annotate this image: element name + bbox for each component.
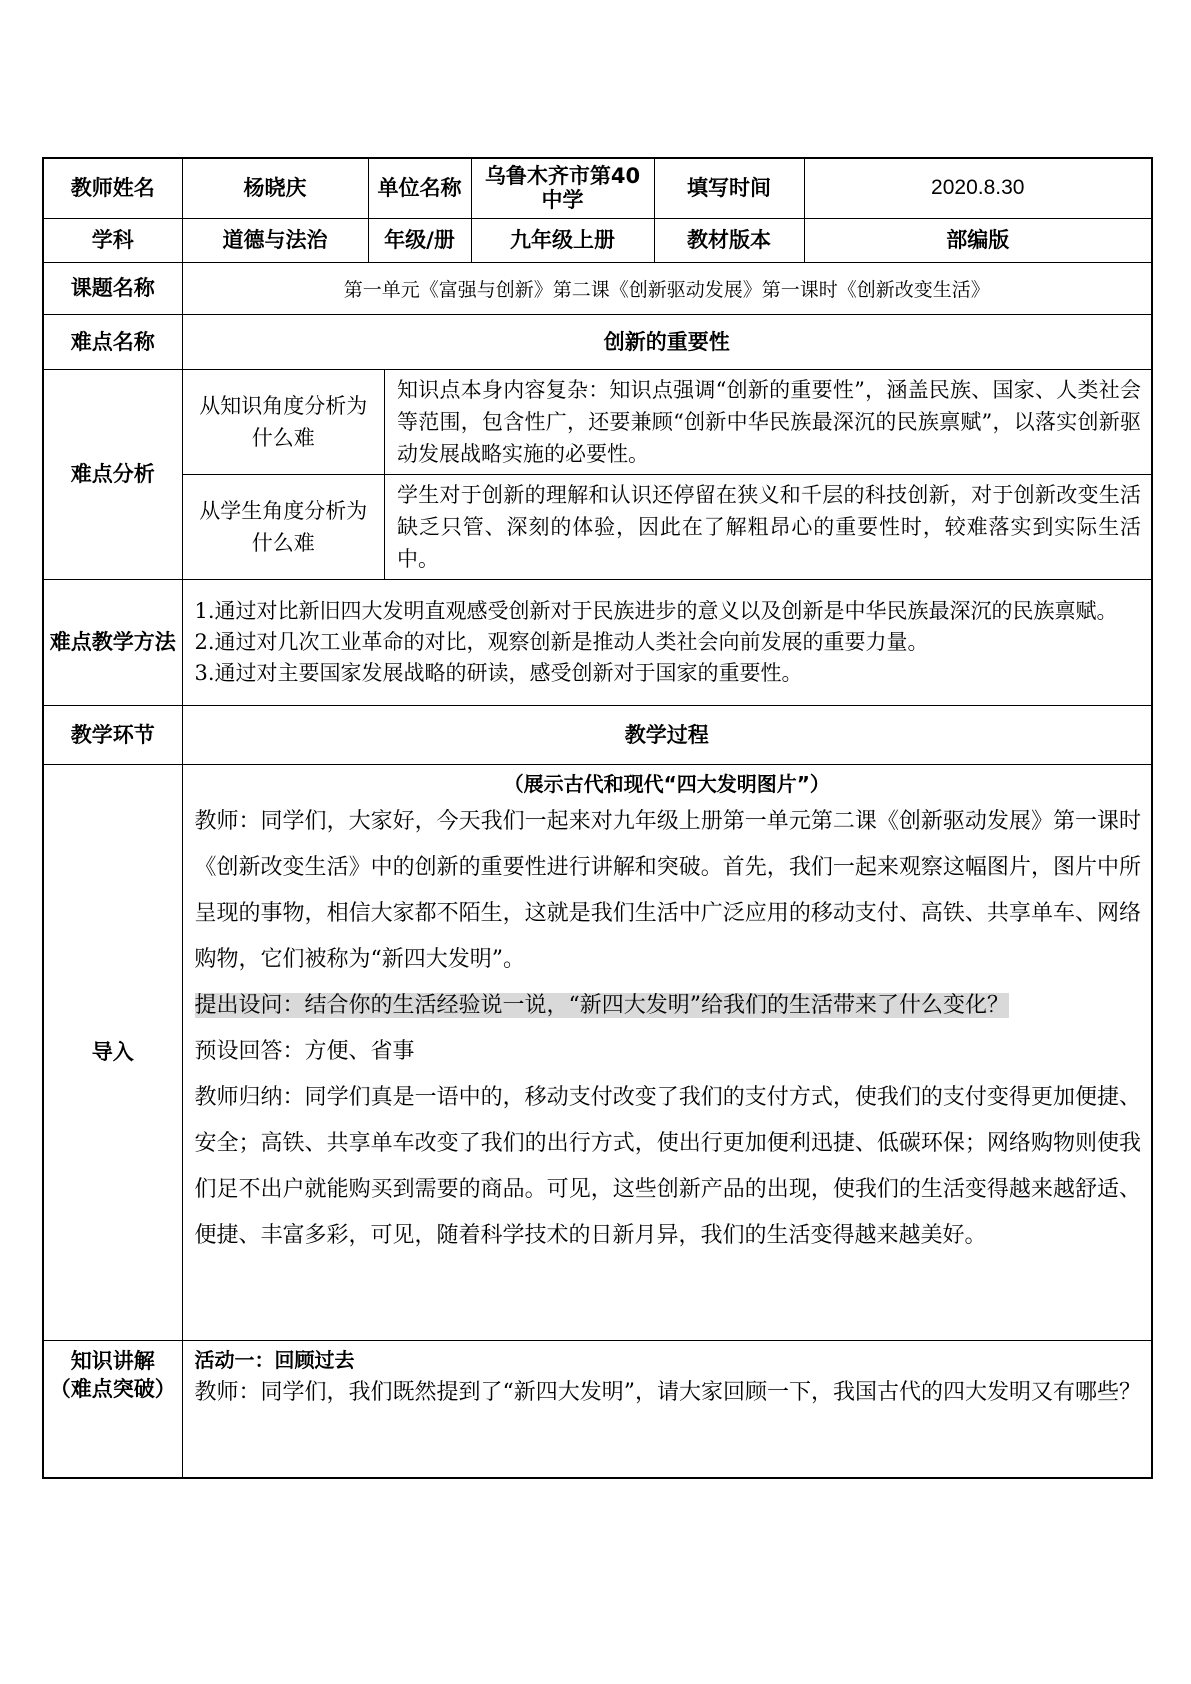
analysis-label: 难点分析	[43, 369, 182, 579]
lesson-plan-table	[42, 157, 1153, 1479]
topic-label: 课题名称	[43, 262, 182, 314]
analysis-row	[43, 369, 1152, 579]
edition-value: 部编版	[804, 218, 1152, 262]
methods-label: 难点教学方法	[43, 579, 182, 705]
edition-label: 教材版本	[654, 218, 804, 262]
methods-content	[182, 579, 1152, 705]
knowledge-angle-label: 从知识角度分析为什么难	[199, 393, 368, 450]
analysis-knowledge-row	[183, 370, 1152, 475]
process-stage-label: 教学环节	[43, 705, 182, 764]
intro-label: 导入	[43, 764, 182, 1340]
knowledge-row	[43, 1340, 1152, 1478]
topic-row	[43, 262, 1152, 314]
knowledge-label-line2: （难点突破）	[49, 1376, 176, 1401]
analysis-content	[182, 369, 1152, 579]
unit-name-label: 单位名称	[368, 158, 471, 218]
knowledge-teacher-paragraph: 教师：同学们，我们既然提到了“新四大发明”，请大家回顾一下，我国古代的四大发明又有哪些？	[194, 1379, 1141, 1405]
process-title: 教学过程	[182, 705, 1152, 764]
intro-row	[43, 764, 1152, 1340]
process-header-row	[43, 705, 1152, 764]
difficulty-row	[43, 314, 1152, 369]
intro-content	[182, 764, 1152, 1340]
teacher-name-value: 杨晓庆	[182, 158, 368, 218]
intro-summary: 教师归纳：同学们真是一语中的，移动支付改变了我们的支付方式，使我们的支付变得更加便捷、安全；高铁、共享单车改变了我们的出行方式，使出行更加便利迅捷、低碳环保；网络购物则使我们足不出户就能购买到需要的商品。可见，这些创新产品的出现，使我们的生活变得越来越舒适、便捷、丰富多彩，可见，随着科学技术的日新月异，我们的生活变得越来越美好。	[194, 1084, 1141, 1248]
subject-value: 道德与法治	[182, 218, 368, 262]
teacher-info-row	[43, 158, 1152, 218]
intro-question: 提出设问：结合你的生活经验说一说，“新四大发明”给我们的生活带来了什么变化？	[194, 992, 1009, 1018]
subject-row	[43, 218, 1152, 262]
activity-one-title: 活动一：回顾过去	[194, 1347, 355, 1372]
intro-title: （展示古代和现代“四大发明图片”）	[503, 771, 830, 796]
knowledge-angle-text: 知识点本身内容复杂：知识点强调“创新的重要性”，涵盖民族、国家、人类社会等范围，包含性广，还要兼顾“创新中华民族最深沉的民族禀赋”，以落实创新驱动发展战略实施的必要性。	[385, 370, 1152, 475]
difficulty-label: 难点名称	[43, 314, 182, 369]
difficulty-value: 创新的重要性	[182, 314, 1152, 369]
unit-name-value: 乌鲁木齐市第40中学	[471, 158, 654, 218]
student-angle-text: 学生对于创新的理解和认识还停留在狭义和千层的科技创新，对于创新改变生活缺乏只管、深刻的体验，因此在了解粗昂心的重要性时，较难落实到实际生活中。	[385, 474, 1152, 579]
fill-date-value: 2020.8.30	[804, 158, 1152, 218]
grade-label: 年级/册	[368, 218, 471, 262]
grade-value: 九年级上册	[471, 218, 654, 262]
method-item-3: 3.通过对主要国家发展战略的研读，感受创新对于国家的重要性。	[194, 660, 803, 685]
analysis-student-row	[183, 474, 1152, 579]
fill-date-label: 填写时间	[654, 158, 804, 218]
knowledge-content	[182, 1340, 1152, 1478]
method-item-2: 2.通过对几次工业革命的对比，观察创新是推动人类社会向前发展的重要力量。	[194, 629, 929, 654]
method-item-1: 1.通过对比新旧四大发明直观感受创新对于民族进步的意义以及创新是中华民族最深沉的民族禀赋。	[194, 598, 1118, 623]
intro-teacher-paragraph: 教师：同学们，大家好，今天我们一起来对九年级上册第一单元第二课《创新驱动发展》第一课时《创新改变生活》中的创新的重要性进行讲解和突破。首先，我们一起来观察这幅图片，图片中所呈现的事物，相信大家都不陌生，这就是我们生活中广泛应用的移动支付、高铁、共享单车、网络购物，它们被称为“新四大发明”。	[194, 808, 1141, 972]
analysis-subtable	[183, 370, 1152, 579]
intro-answer: 预设回答：方便、省事	[194, 1038, 415, 1064]
lesson-plan-sheet	[42, 157, 1151, 1479]
student-angle-label: 从学生角度分析为什么难	[183, 474, 385, 579]
subject-label: 学科	[43, 218, 182, 262]
knowledge-label-line1: 知识讲解	[70, 1348, 155, 1373]
teacher-name-label: 教师姓名	[43, 158, 182, 218]
topic-value: 第一单元《富强与创新》第二课《创新驱动发展》第一课时《创新改变生活》	[182, 262, 1152, 314]
knowledge-label	[43, 1340, 182, 1478]
methods-row	[43, 579, 1152, 705]
